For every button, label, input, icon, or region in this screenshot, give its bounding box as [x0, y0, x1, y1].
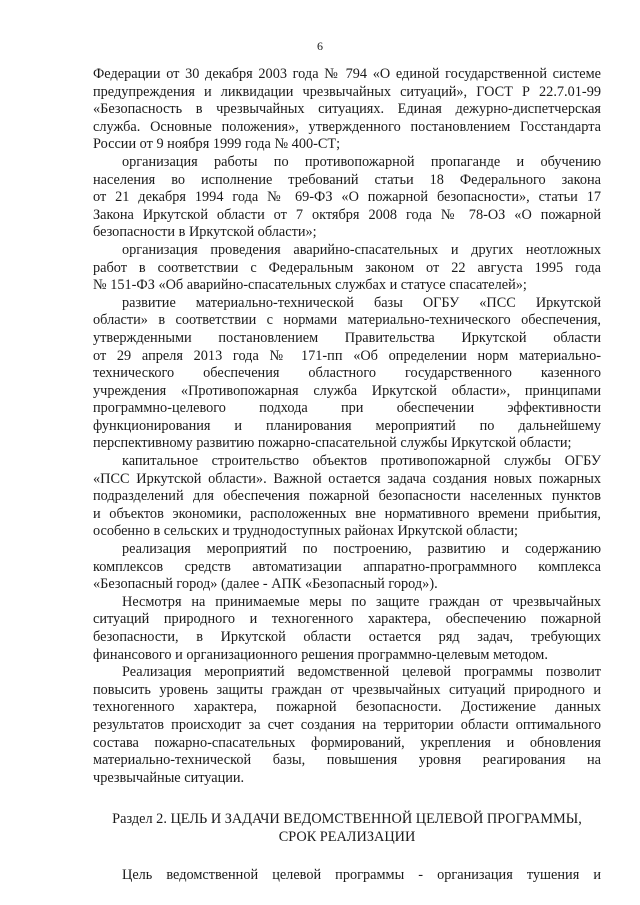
paragraph-fire-propaganda: [93, 154, 601, 242]
section-heading: [93, 811, 601, 846]
text-line: ситуаций природного и техногенного характера, обеспечению пожарной: [93, 611, 601, 628]
paragraph-rescue-operations: [93, 242, 601, 295]
paragraph-program-goal: [93, 867, 601, 885]
section-heading-line: Раздел 2. ЦЕЛЬ И ЗАДАЧИ ВЕДОМСТВЕННОЙ ЦЕЛЕВОЙ ПРОГРАММЫ,: [112, 811, 582, 828]
text-line: безопасности в Иркутской области»;: [93, 224, 317, 241]
text-line: результатов происходит за счет создания на территории области оптимального: [93, 716, 601, 733]
text-line: повысить уровень защиты граждан от чрезвычайных ситуаций природного и: [93, 681, 601, 698]
text-line: материально-технической базы, повышения уровня реагирования на: [93, 752, 601, 769]
text-line: подразделений для обеспечения пожарной безопасности населенных пунктов: [93, 488, 601, 505]
text-line: перспективному развитию пожарно-спасательной службы Иркутской области;: [93, 435, 572, 452]
text-line: и объектов экономики, расположенных вне нормативного времени прибытия,: [93, 505, 601, 522]
text-line: служба. Основные положения», утвержденного постановлением Госстандарта: [93, 118, 601, 135]
body-text: [93, 66, 601, 884]
text-line: Цель ведомственной целевой программы - организация тушения и: [122, 866, 601, 883]
text-line: Федерации от 30 декабря 2003 года № 794 «О единой государственной системе: [93, 66, 601, 82]
text-line: состава пожарно-спасательных формирований, укрепления и обновления: [93, 734, 601, 751]
text-line: финансового и организационного решения программно-целевым методом.: [93, 646, 548, 663]
text-line: реализация мероприятий по построению, развитию и содержанию: [122, 541, 601, 558]
text-line: организация работы по противопожарной пропаганде и обучению: [122, 153, 601, 170]
text-line: работ в соответствии с Федеральным законом от 22 августа 1995 года: [93, 259, 601, 276]
paragraph-material-base: [93, 295, 601, 453]
text-line: от 21 декабря 1994 года № 69-ФЗ «О пожарной безопасности», статьи 17: [93, 189, 601, 206]
page-number: 6: [317, 39, 323, 53]
text-line: № 151-ФЗ «Об аварийно-спасательных службах и статусе спасателей»;: [93, 277, 527, 294]
text-line: технического обеспечения областного государственного казенного: [93, 365, 601, 382]
paragraph-capital-construction: [93, 453, 601, 541]
text-line: учреждения «Противопожарная служба Иркутской области», принципами: [93, 382, 601, 399]
text-line: России от 9 ноября 1999 года № 400-СТ;: [93, 136, 341, 153]
text-line: развитие материально-технической базы ОГБУ «ПСС Иркутской: [122, 294, 601, 311]
text-line: комплексов средств автоматизации аппаратно-программного комплекса: [93, 558, 601, 575]
text-line: капитальное строительство объектов противопожарной службы ОГБУ: [122, 453, 601, 470]
text-line: техногенного характера, пожарной безопасности. Достижение данных: [93, 699, 601, 716]
paragraph-safe-city: [93, 541, 601, 594]
text-line: программно-целевого подхода при обеспечении эффективности: [93, 400, 601, 417]
text-line: населения во исполнение требований статьи 18 Федерального закона: [93, 171, 601, 188]
text-line: предупреждения и ликвидации чрезвычайных ситуаций», ГОСТ Р 22.7.01-99: [93, 83, 601, 100]
text-line: функционирования и планирования мероприятий по дальнейшему: [93, 417, 601, 434]
paragraph-gost-reference: [93, 66, 601, 154]
text-line: «Безопасность в чрезвычайных ситуациях. Единая дежурно-диспетчерская: [93, 101, 601, 118]
section-heading-line: СРОК РЕАЛИЗАЦИИ: [278, 828, 416, 845]
text-line: от 29 апреля 2013 года № 171-пп «Об определении норм материально-: [93, 347, 601, 364]
text-line: чрезвычайные ситуации.: [93, 769, 245, 786]
text-line: организация проведения аварийно-спасательных и других неотложных: [122, 241, 601, 258]
text-line: области» в соответствии с нормами материально-технического обеспечения,: [93, 312, 601, 329]
text-line: Несмотря на принимаемые меры по защите граждан от чрезвычайных: [122, 593, 601, 610]
text-line: «Безопасный город» (далее - АПК «Безопасный город»).: [93, 576, 438, 593]
paragraph-remaining-tasks: [93, 594, 601, 664]
paragraph-program-results: [93, 664, 601, 787]
text-line: утвержденными постановлением Правительства Иркутской области: [93, 329, 601, 346]
text-line: особенно в сельских и труднодоступных районах Иркутской области;: [93, 523, 518, 540]
text-line: безопасности, в Иркутской области остается ряд задач, требующих: [93, 629, 601, 645]
text-line: «ПСС Иркутской области». Важной остается задача создания новых пожарных: [93, 470, 601, 487]
text-line: Реализация мероприятий ведомственной целевой программы позволит: [122, 664, 601, 681]
text-line: Закона Иркутской области от 7 октября 2008 года № 78-ОЗ «О пожарной: [93, 206, 601, 223]
